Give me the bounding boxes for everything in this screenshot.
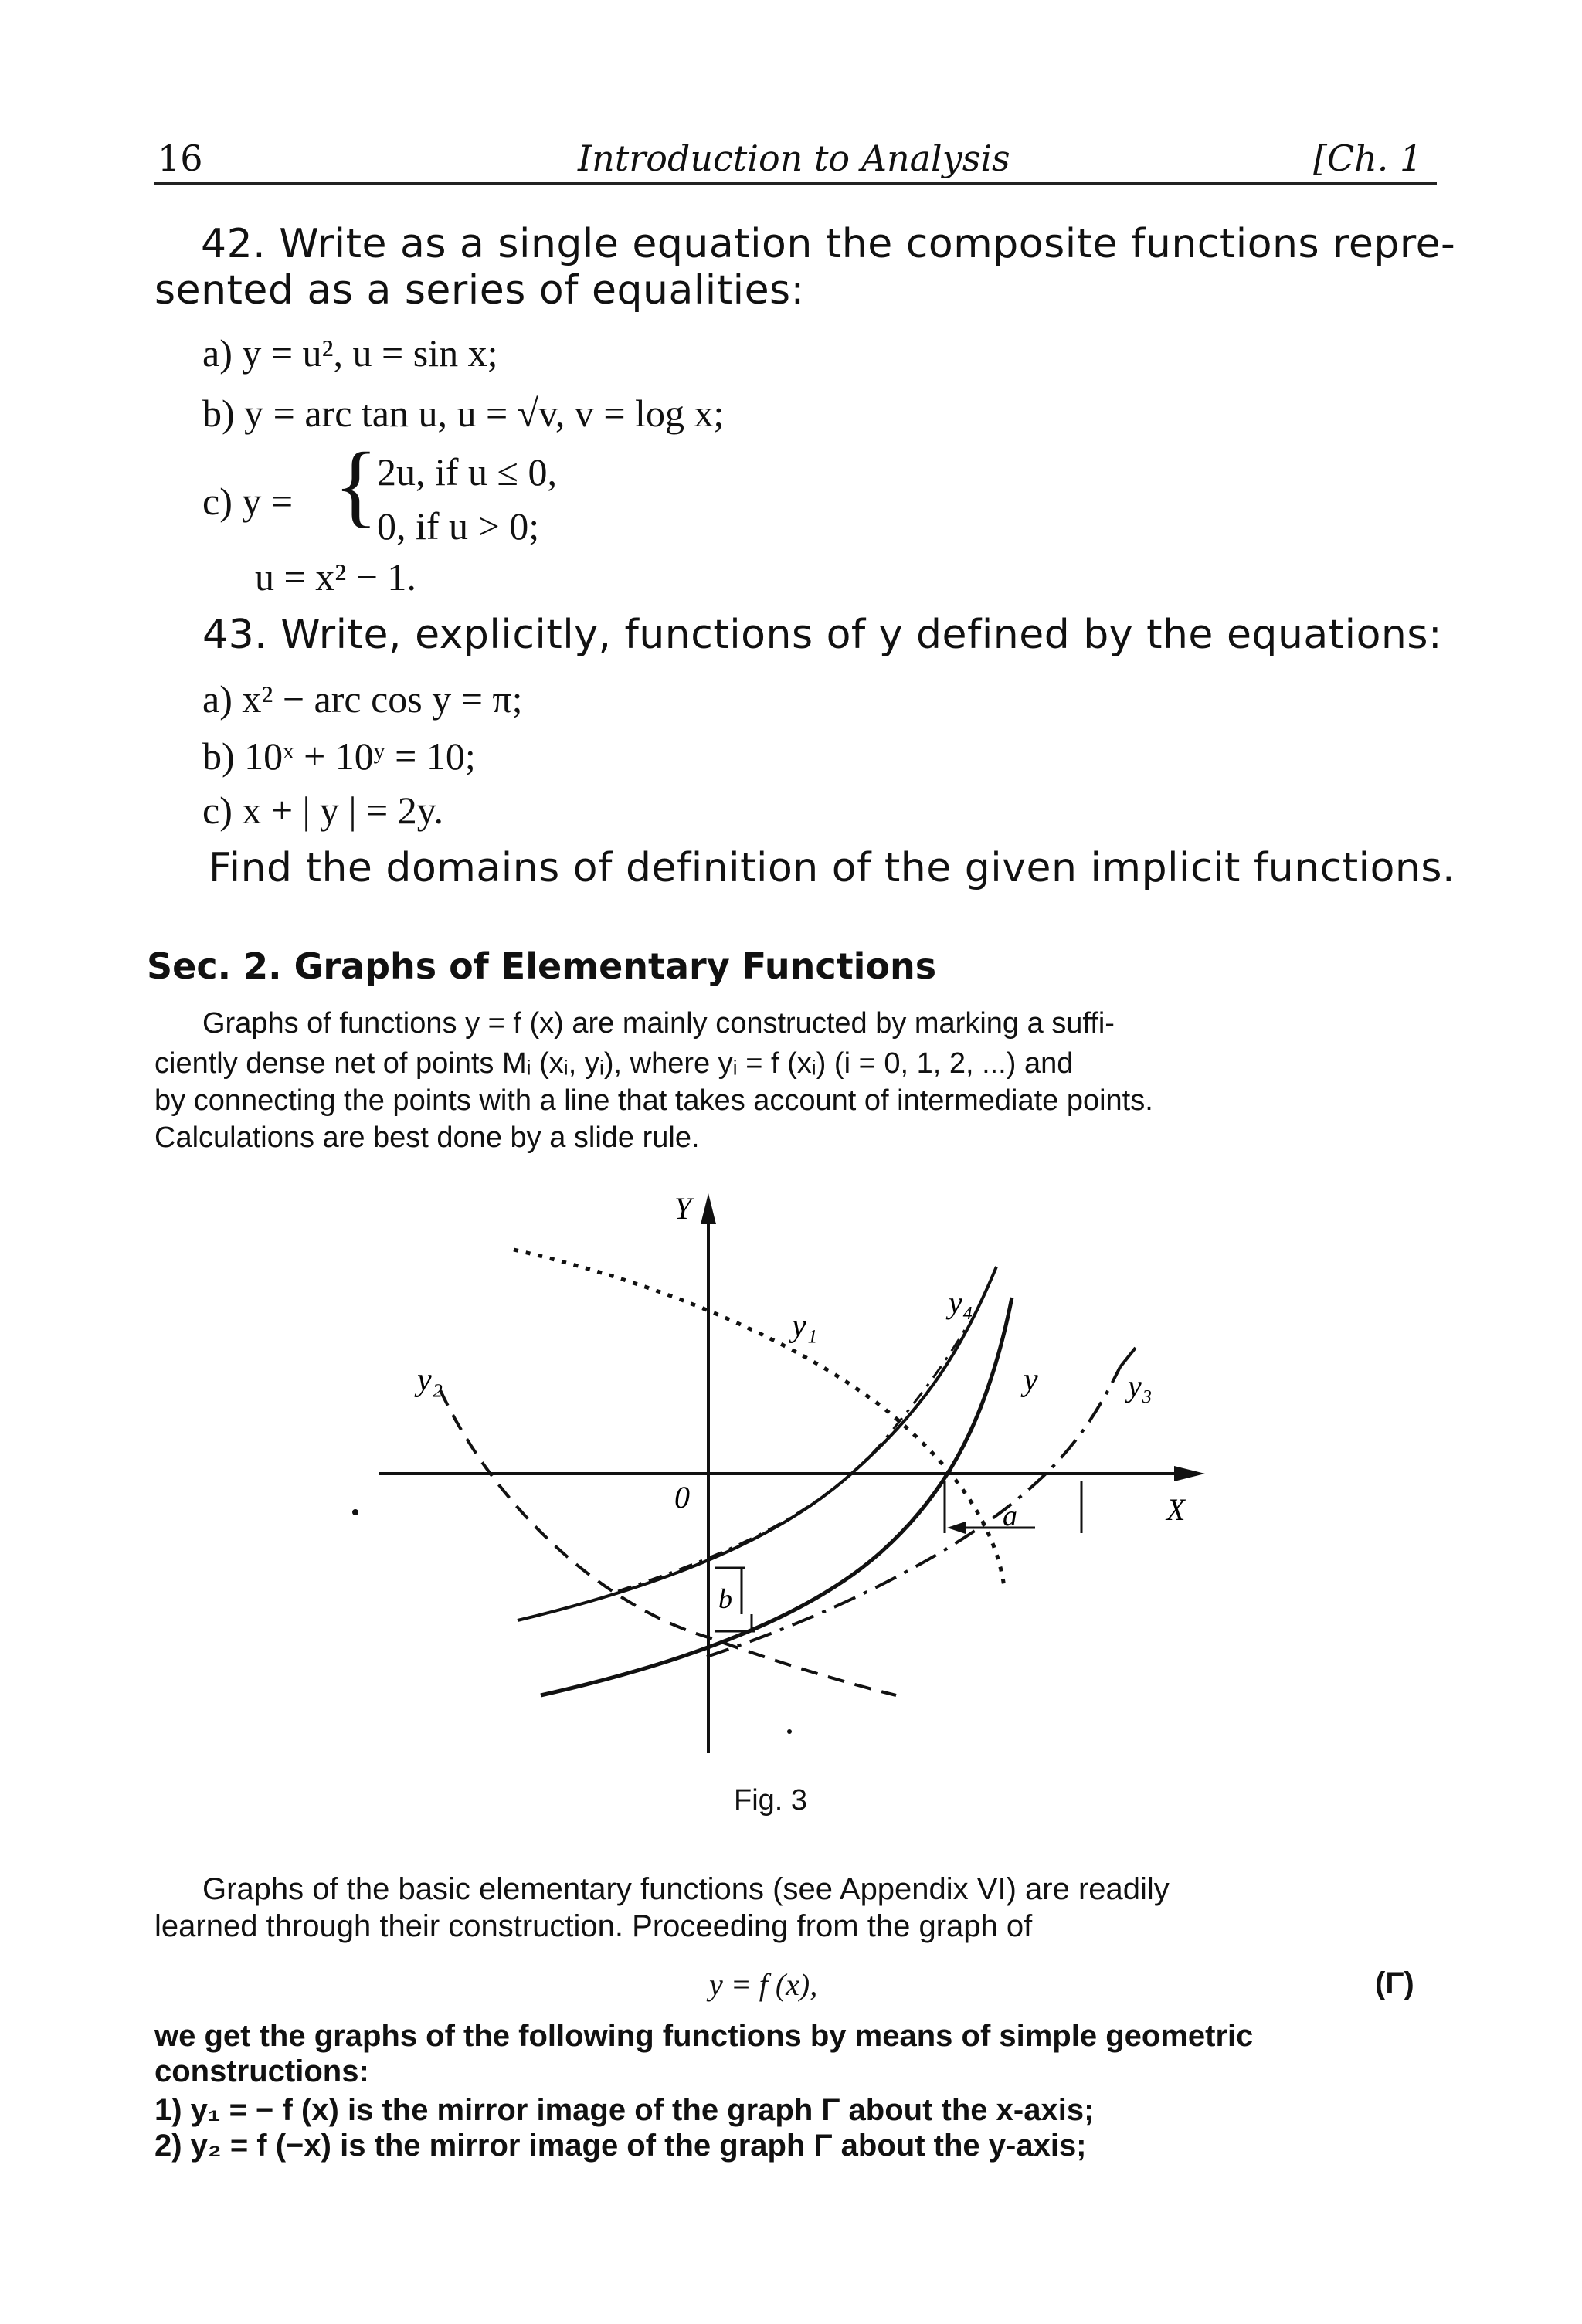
section-para-line-1: Graphs of functions y = f (x) are mainly constructed by marking a suffi- — [202, 1007, 1115, 1040]
problem-43-line-1: 43. Write, explicitly, functions of y defined by the equations: — [202, 612, 1442, 658]
section-title: Sec. 2. Graphs of Elementary Functions — [147, 945, 937, 987]
running-title: Introduction to Analysis — [578, 137, 1010, 179]
curve-y2 — [440, 1390, 896, 1695]
para2-line-3: we get the graphs of the following functions by means of simple geometric — [154, 2019, 1254, 2053]
problem-42-line-2: sented as a series of equalities: — [154, 267, 805, 314]
label-y: y — [1024, 1362, 1038, 1398]
problem-42-c-prefix: c) y = — [202, 480, 294, 523]
problem-42-c-case-1: 2u, if u ≤ 0, — [377, 450, 557, 494]
problem-42-b: b) y = arc tan u, u = √v, v = log x; — [202, 392, 725, 435]
para2-equation-label: (Γ) — [1375, 1966, 1414, 2000]
problem-42-a: a) y = u², u = sin x; — [202, 331, 498, 375]
para2-item-1: 1) y₁ = − f (x) is the mirror image of the graph Γ about the x-axis; — [154, 2093, 1095, 2127]
curve-y — [541, 1298, 1012, 1695]
problem-42-line-1: 42. Write as a single equation the composite functions repre- — [201, 221, 1456, 267]
curve-y-mirror — [618, 1328, 966, 1591]
page-number: 16 — [158, 137, 203, 179]
problem-43-find: Find the domains of definition of the given implicit functions. — [209, 845, 1455, 891]
figure-caption: Fig. 3 — [734, 1784, 808, 1817]
scan-dot-2 — [787, 1729, 792, 1734]
para2-item-2: 2) y₂ = f (−x) is the mirror image of the graph Γ about the y-axis; — [154, 2129, 1087, 2163]
section-para-line-4: Calculations are best done by a slide rule. — [154, 1121, 700, 1154]
label-y2: y₂ — [417, 1362, 443, 1398]
scan-dot-1 — [352, 1509, 358, 1515]
label-y4: y₄ — [949, 1285, 973, 1320]
y-axis-arrow — [701, 1193, 716, 1224]
para2-line-1: Graphs of the basic elementary functions (see Appendix VI) are readily — [202, 1872, 1170, 1906]
chapter-marker: [Ch. 1 — [1313, 137, 1423, 179]
section-para-line-3: by connecting the points with a line that takes account of intermediate points. — [154, 1084, 1153, 1117]
problem-42-c-brace: { — [334, 433, 379, 536]
curve-y3-upper — [1120, 1348, 1136, 1367]
label-X: X — [1166, 1492, 1186, 1527]
para2-line-2: learned through their construction. Proceeding from the graph of — [154, 1909, 1033, 1943]
problem-43-b: b) 10ˣ + 10ʸ = 10; — [202, 735, 476, 778]
problem-43-a: a) x² − arc cos y = π; — [202, 677, 523, 721]
label-y1: y₁ — [792, 1308, 818, 1344]
label-Y: Y — [674, 1191, 692, 1226]
label-origin: 0 — [674, 1480, 690, 1515]
problem-42-c-case-2: 0, if u > 0; — [377, 504, 540, 548]
para2-equation: y = f (x), — [709, 1967, 818, 2002]
problem-42-c-tail: u = x² − 1. — [255, 555, 416, 599]
label-y3: y₃ — [1128, 1369, 1153, 1403]
label-b: b — [718, 1583, 732, 1614]
problem-43-c: c) x + | y | = 2y. — [202, 789, 444, 832]
label-a: a — [1003, 1500, 1017, 1532]
a-shift-arrowhead — [947, 1522, 966, 1534]
section-para-line-2: ciently dense net of points Mᵢ (xᵢ, yᵢ), where yᵢ = f (xᵢ) (i = 0, 1, 2, ...) and — [154, 1047, 1074, 1080]
para2-line-4: constructions: — [154, 2054, 369, 2088]
x-axis-arrow — [1174, 1466, 1205, 1481]
